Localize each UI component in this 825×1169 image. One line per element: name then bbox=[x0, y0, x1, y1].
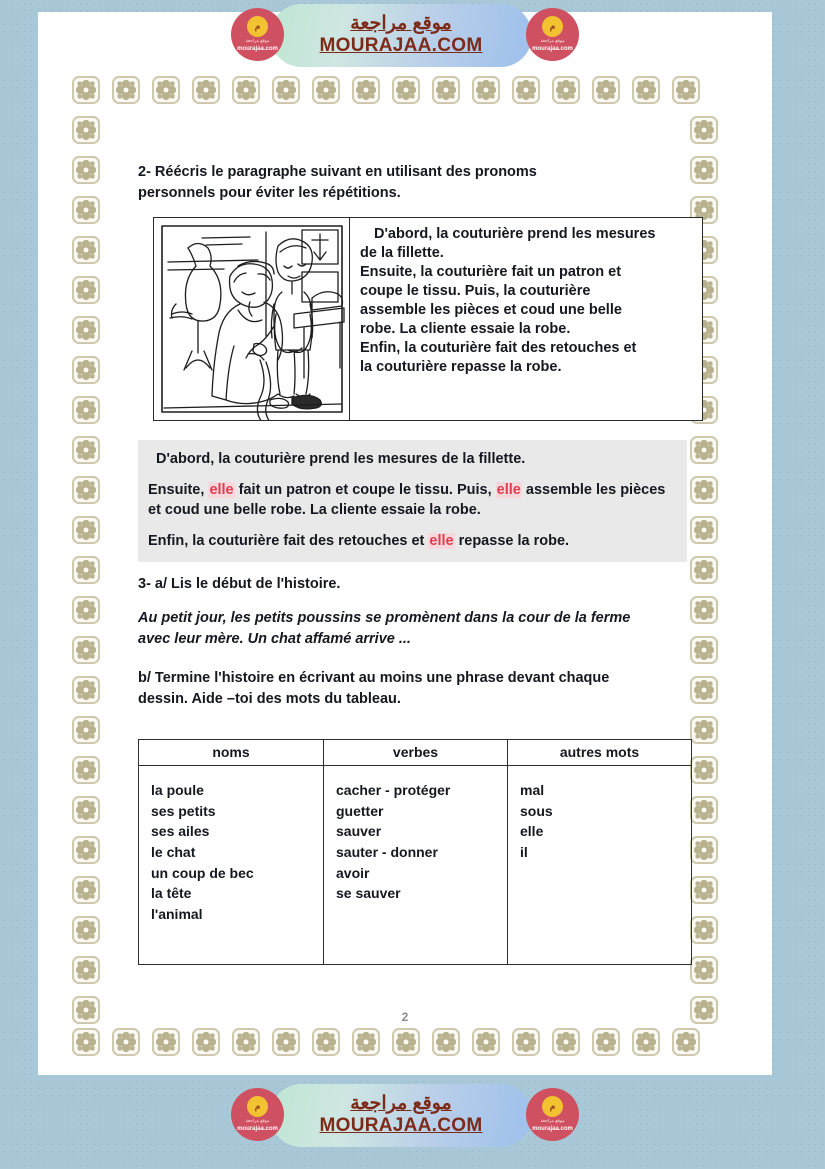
border-tile-icon bbox=[310, 1026, 342, 1058]
border-tile-icon bbox=[70, 434, 102, 466]
border-tile-icon bbox=[70, 754, 102, 786]
word-item: un coup de bec bbox=[151, 864, 254, 881]
border-tile-icon bbox=[70, 794, 102, 826]
logo-arabic-caption: موقع مراجعة bbox=[540, 1118, 565, 1124]
border-tile-icon bbox=[630, 1026, 662, 1058]
exercise2-box bbox=[153, 217, 703, 421]
border-tile-icon bbox=[390, 1026, 422, 1058]
paragraph-line: la couturière repasse la robe. bbox=[360, 359, 562, 376]
answer-text: Ensuite, bbox=[148, 482, 209, 499]
border-tile-icon bbox=[70, 874, 102, 906]
border-tile-icon bbox=[688, 674, 720, 706]
logo-arabic-caption: موقع مراجعة bbox=[245, 1118, 270, 1124]
pronoun-highlight: elle bbox=[209, 482, 234, 499]
answer-text: assemble les pièces et coud une belle robe. La cliente essaie la robe. bbox=[148, 482, 666, 519]
paragraph-line: D'abord, la couturière prend les mesures bbox=[374, 226, 656, 243]
border-tile-icon bbox=[70, 914, 102, 946]
border-tile-icon bbox=[70, 954, 102, 986]
border-tile-icon bbox=[430, 74, 462, 106]
column-header-autres-mots: autres mots bbox=[508, 740, 692, 766]
column-header-verbes: verbes bbox=[324, 740, 508, 766]
banner-arabic-text: موقع مراجعة bbox=[350, 1093, 452, 1115]
border-tile-icon bbox=[70, 234, 102, 266]
border-tile-icon bbox=[688, 554, 720, 586]
banner-arabic-text: موقع مراجعة bbox=[350, 13, 452, 35]
word-item: ses petits bbox=[151, 802, 216, 819]
pronoun-highlight: elle bbox=[429, 533, 454, 550]
border-tile-icon bbox=[688, 634, 720, 666]
border-tile-icon bbox=[70, 834, 102, 866]
word-item: avoir bbox=[336, 864, 370, 881]
logo-emblem-icon: م bbox=[542, 1096, 563, 1117]
border-tile-icon bbox=[70, 1026, 102, 1058]
border-tile-icon bbox=[688, 514, 720, 546]
cell-autres-mots bbox=[508, 766, 692, 965]
word-item: la poule bbox=[151, 782, 204, 799]
word-item: ses ailes bbox=[151, 823, 210, 840]
decorative-border-top bbox=[70, 74, 702, 106]
word-item: l'animal bbox=[151, 905, 203, 922]
border-tile-icon bbox=[70, 74, 102, 106]
word-item: il bbox=[520, 843, 528, 860]
cell-noms bbox=[139, 766, 324, 965]
border-tile-icon bbox=[510, 1026, 542, 1058]
border-tile-icon bbox=[70, 514, 102, 546]
noms-word-list bbox=[151, 780, 323, 924]
worksheet-content bbox=[124, 162, 684, 965]
word-item: le chat bbox=[151, 843, 196, 860]
border-tile-icon bbox=[150, 1026, 182, 1058]
word-item: guetter bbox=[336, 802, 384, 819]
border-tile-icon bbox=[510, 74, 542, 106]
exercise2-paragraph bbox=[350, 218, 702, 420]
border-tile-icon bbox=[670, 74, 702, 106]
border-tile-icon bbox=[70, 314, 102, 346]
border-tile-icon bbox=[310, 74, 342, 106]
border-tile-icon bbox=[230, 1026, 262, 1058]
exercise2-instruction: 2- Réécris le paragraphe suivant en utilisant des pronoms personnels pour éviter les répétitions. bbox=[138, 164, 537, 201]
word-item: sauver bbox=[336, 823, 382, 840]
border-tile-icon bbox=[350, 74, 382, 106]
border-tile-icon bbox=[670, 1026, 702, 1058]
border-tile-icon bbox=[688, 594, 720, 626]
border-tile-icon bbox=[70, 114, 102, 146]
paragraph-line: coupe le tissu. Puis, la couturière bbox=[360, 283, 591, 300]
answer-sentence-2 bbox=[148, 480, 677, 520]
mourajaa-logo bbox=[526, 8, 579, 61]
answer-text: repasse la robe. bbox=[454, 533, 570, 550]
border-tile-icon bbox=[230, 74, 262, 106]
border-tile-icon bbox=[70, 554, 102, 586]
logo-url-caption: mourajaa.com bbox=[532, 46, 573, 53]
paragraph-line: Ensuite, la couturière fait un patron et bbox=[360, 264, 622, 281]
cell-verbes bbox=[324, 766, 508, 965]
table-header-row bbox=[139, 740, 692, 766]
autres-mots-word-list bbox=[520, 780, 691, 862]
border-tile-icon bbox=[350, 1026, 382, 1058]
border-tile-icon bbox=[590, 74, 622, 106]
border-tile-icon bbox=[688, 874, 720, 906]
column-header-noms: noms bbox=[139, 740, 324, 766]
word-item: sauter - donner bbox=[336, 843, 438, 860]
page-number: 2 bbox=[401, 1010, 409, 1024]
logo-emblem-icon: م bbox=[542, 16, 563, 37]
logo-url-caption: mourajaa.com bbox=[532, 1126, 573, 1133]
border-tile-icon bbox=[688, 434, 720, 466]
border-tile-icon bbox=[688, 914, 720, 946]
logo-url-caption: mourajaa.com bbox=[237, 1126, 278, 1133]
banner-text-group bbox=[270, 1084, 532, 1147]
pronoun-highlight: elle bbox=[496, 482, 521, 499]
watermark-banner-top bbox=[0, 0, 825, 72]
border-tile-icon bbox=[70, 474, 102, 506]
border-tile-icon bbox=[688, 154, 720, 186]
answer-sentence-1: D'abord, la couturière prend les mesures de la fillette. bbox=[156, 451, 526, 468]
border-tile-icon bbox=[70, 274, 102, 306]
border-tile-icon bbox=[190, 74, 222, 106]
border-tile-icon bbox=[70, 594, 102, 626]
exercise2-answer-block bbox=[138, 440, 687, 562]
banner-url-text[interactable]: MOURAJAA.COM bbox=[319, 1115, 483, 1136]
border-tile-icon bbox=[550, 1026, 582, 1058]
logo-emblem-icon: م bbox=[247, 1096, 268, 1117]
border-tile-icon bbox=[110, 1026, 142, 1058]
paragraph-line: robe. La cliente essaie la robe. bbox=[360, 321, 571, 338]
border-tile-icon bbox=[70, 194, 102, 226]
word-item: cacher - protéger bbox=[336, 782, 451, 799]
border-tile-icon bbox=[190, 1026, 222, 1058]
border-tile-icon bbox=[70, 634, 102, 666]
decorative-border-bottom bbox=[70, 1026, 702, 1058]
border-tile-icon bbox=[150, 74, 182, 106]
border-tile-icon bbox=[688, 474, 720, 506]
border-tile-icon bbox=[70, 354, 102, 386]
border-tile-icon bbox=[630, 74, 662, 106]
page-sheet bbox=[38, 12, 772, 1075]
border-tile-icon bbox=[70, 714, 102, 746]
border-tile-icon bbox=[110, 74, 142, 106]
answer-text: Enfin, la couturière fait des retouches et bbox=[148, 533, 429, 550]
paragraph-line: Enfin, la couturière fait des retouches et bbox=[360, 340, 637, 357]
word-item: la tête bbox=[151, 885, 192, 902]
word-item: se sauver bbox=[336, 885, 401, 902]
word-bank-table bbox=[138, 739, 692, 965]
word-item: mal bbox=[520, 782, 545, 799]
border-tile-icon bbox=[688, 794, 720, 826]
border-tile-icon bbox=[470, 1026, 502, 1058]
border-tile-icon bbox=[390, 74, 422, 106]
watermark-banner-bottom bbox=[0, 1080, 825, 1152]
seamstress-measuring-girl-drawing bbox=[154, 218, 350, 420]
logo-url-caption: mourajaa.com bbox=[237, 46, 278, 53]
mourajaa-logo bbox=[526, 1088, 579, 1141]
border-tile-icon bbox=[70, 674, 102, 706]
border-tile-icon bbox=[550, 74, 582, 106]
logo-emblem-icon: م bbox=[247, 16, 268, 37]
decorative-border-left bbox=[70, 114, 102, 1026]
banner-url-text[interactable]: MOURAJAA.COM bbox=[319, 35, 483, 56]
border-tile-icon bbox=[688, 114, 720, 146]
border-tile-icon bbox=[470, 74, 502, 106]
banner-text-group bbox=[270, 4, 532, 67]
border-tile-icon bbox=[70, 394, 102, 426]
word-item: sous bbox=[520, 802, 553, 819]
border-tile-icon bbox=[430, 1026, 462, 1058]
word-item: elle bbox=[520, 823, 544, 840]
answer-text: fait un patron et coupe le tissu. Puis, bbox=[234, 482, 496, 499]
border-tile-icon bbox=[270, 1026, 302, 1058]
border-tile-icon bbox=[688, 834, 720, 866]
exercise3-story-text: Au petit jour, les petits poussins se promènent dans la cour de la ferme avec leur mère. Un chat affamé arrive ... bbox=[138, 610, 631, 648]
paragraph-line: assemble les pièces et coud une belle bbox=[360, 302, 622, 319]
verbes-word-list bbox=[336, 780, 507, 903]
answer-sentence-3 bbox=[148, 531, 677, 551]
border-tile-icon bbox=[590, 1026, 622, 1058]
border-tile-icon bbox=[270, 74, 302, 106]
exercise3-part-a-instruction: 3- a/ Lis le début de l'histoire. bbox=[138, 576, 341, 593]
border-tile-icon bbox=[688, 954, 720, 986]
border-tile-icon bbox=[688, 754, 720, 786]
table-row bbox=[139, 766, 692, 965]
paragraph-line: de la fillette. bbox=[360, 245, 444, 262]
border-tile-icon bbox=[70, 154, 102, 186]
border-tile-icon bbox=[688, 714, 720, 746]
logo-arabic-caption: موقع مراجعة bbox=[245, 38, 270, 44]
exercise3-part-b-instruction: b/ Termine l'histoire en écrivant au moins une phrase devant chaque dessin. Aide –toi des mots du tableau. bbox=[138, 670, 610, 708]
logo-arabic-caption: موقع مراجعة bbox=[540, 38, 565, 44]
